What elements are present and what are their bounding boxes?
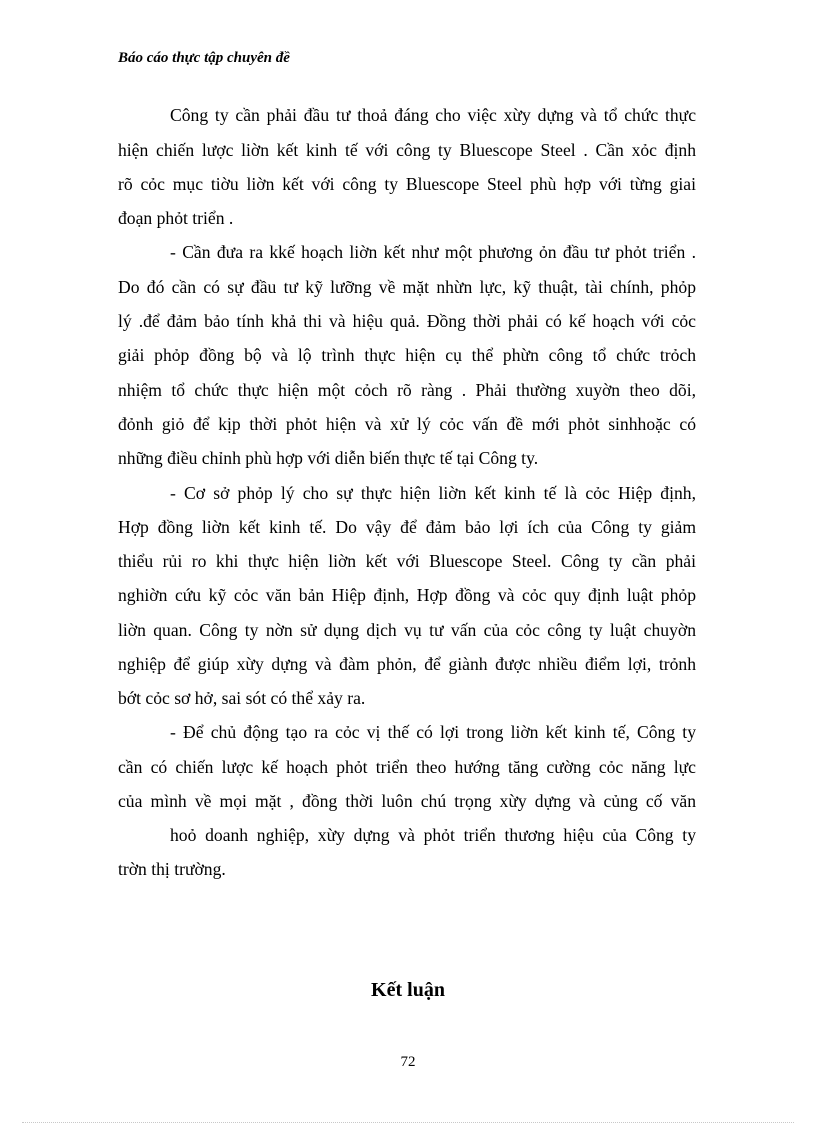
paragraph-3-line-5: liờn quan. Công ty nờn sử dụng dịch vụ tư vấn của cỏc công ty luật chuyờn [118,620,696,640]
paragraph-2-line-6: đỏnh giỏ để kịp thời phỏt hiện và xử lý cỏc vấn đề mới phỏt sinhhoặc có [118,414,696,434]
paragraph-2-line-3: lý .để đảm bảo tính khả thi và hiệu quả. Đồng thời phải có kế hoạch với cỏc [118,311,696,331]
paragraph-3-line-2: Hợp đồng liờn kết kinh tế. Do vậy để đảm bảo lợi ích của Công ty giảm [118,517,696,537]
paragraph-5-line-1: hoỏ doanh nghiệp, xừy dựng và phỏt triển thương hiệu của Công ty [170,825,696,845]
paragraph-2-line-5: nhiệm tổ chức thực hiện một cỏch rõ ràng . Phải thường xuyờn theo dõi, [118,380,696,400]
page-number: 72 [400,1054,416,1070]
running-header: Báo cáo thực tập chuyên đề [118,50,290,66]
paragraph-4-line-2: cần có chiến lược kế hoạch phỏt triển theo hướng tăng cường cỏc năng lực [118,757,696,777]
paragraph-4-line-3: của mình về mọi mặt , đồng thời luôn chú trọng xừy dựng và củng cố văn [118,791,696,811]
paragraph-3-line-3: thiểu rủi ro khi thực hiện liờn kết với Bluescope Steel. Công ty cần phải [118,551,696,571]
paragraph-1-line-3: rõ cỏc mục tiờu liờn kết với công ty Bluescope Steel phù hợp với từng giai [118,174,696,194]
paragraph-3-line-7: bớt cỏc sơ hở, sai sót có thể xảy ra. [118,688,366,708]
paragraph-2-line-4: giải phỏp đồng bộ và lộ trình thực hiện cụ thể phừn công tổ chức trỏch [118,345,696,365]
paragraph-2-line-2: Do đó cần có sự đầu tư kỹ lưỡng về mặt nhừn lực, kỹ thuật, tài chính, phỏp [118,277,696,297]
paragraph-3-line-4: nghiờn cứu kỹ cỏc văn bản Hiệp định, Hợp đồng và cỏc quy định luật phỏp [118,585,696,605]
paragraph-1-line-2: hiện chiến lược liờn kết kinh tế với công ty Bluescope Steel . Cần xỏc định [118,140,696,160]
paragraph-2-line-1: - Cần đưa ra kkế hoạch liờn kết như một phương ỏn đầu tư phỏt triển . [170,242,696,262]
paragraph-1-line-4: đoạn phỏt triển . [118,208,234,228]
conclusion-heading: Kết luận [371,979,445,1001]
paragraph-2-line-7: những điều chỉnh phù hợp với diễn biến thực tế tại Công ty. [118,448,539,468]
paragraph-3-line-1: - Cơ sở phỏp lý cho sự thực hiện liờn kết kinh tế là cỏc Hiệp định, [170,483,696,503]
paragraph-4-line-1: - Để chủ động tạo ra cỏc vị thế có lợi trong liờn kết kinh tế, Công ty [170,722,696,742]
paragraph-5-line-2: trờn thị trường. [118,859,226,879]
paragraph-1-line-1: Công ty cần phải đầu tư thoả đáng cho việc xừy dựng và tổ chức thực [170,105,696,125]
paragraph-3-line-6: nghiệp để giúp xừy dựng và đàm phỏn, để giành được nhiều điểm lợi, trỏnh [118,654,696,674]
